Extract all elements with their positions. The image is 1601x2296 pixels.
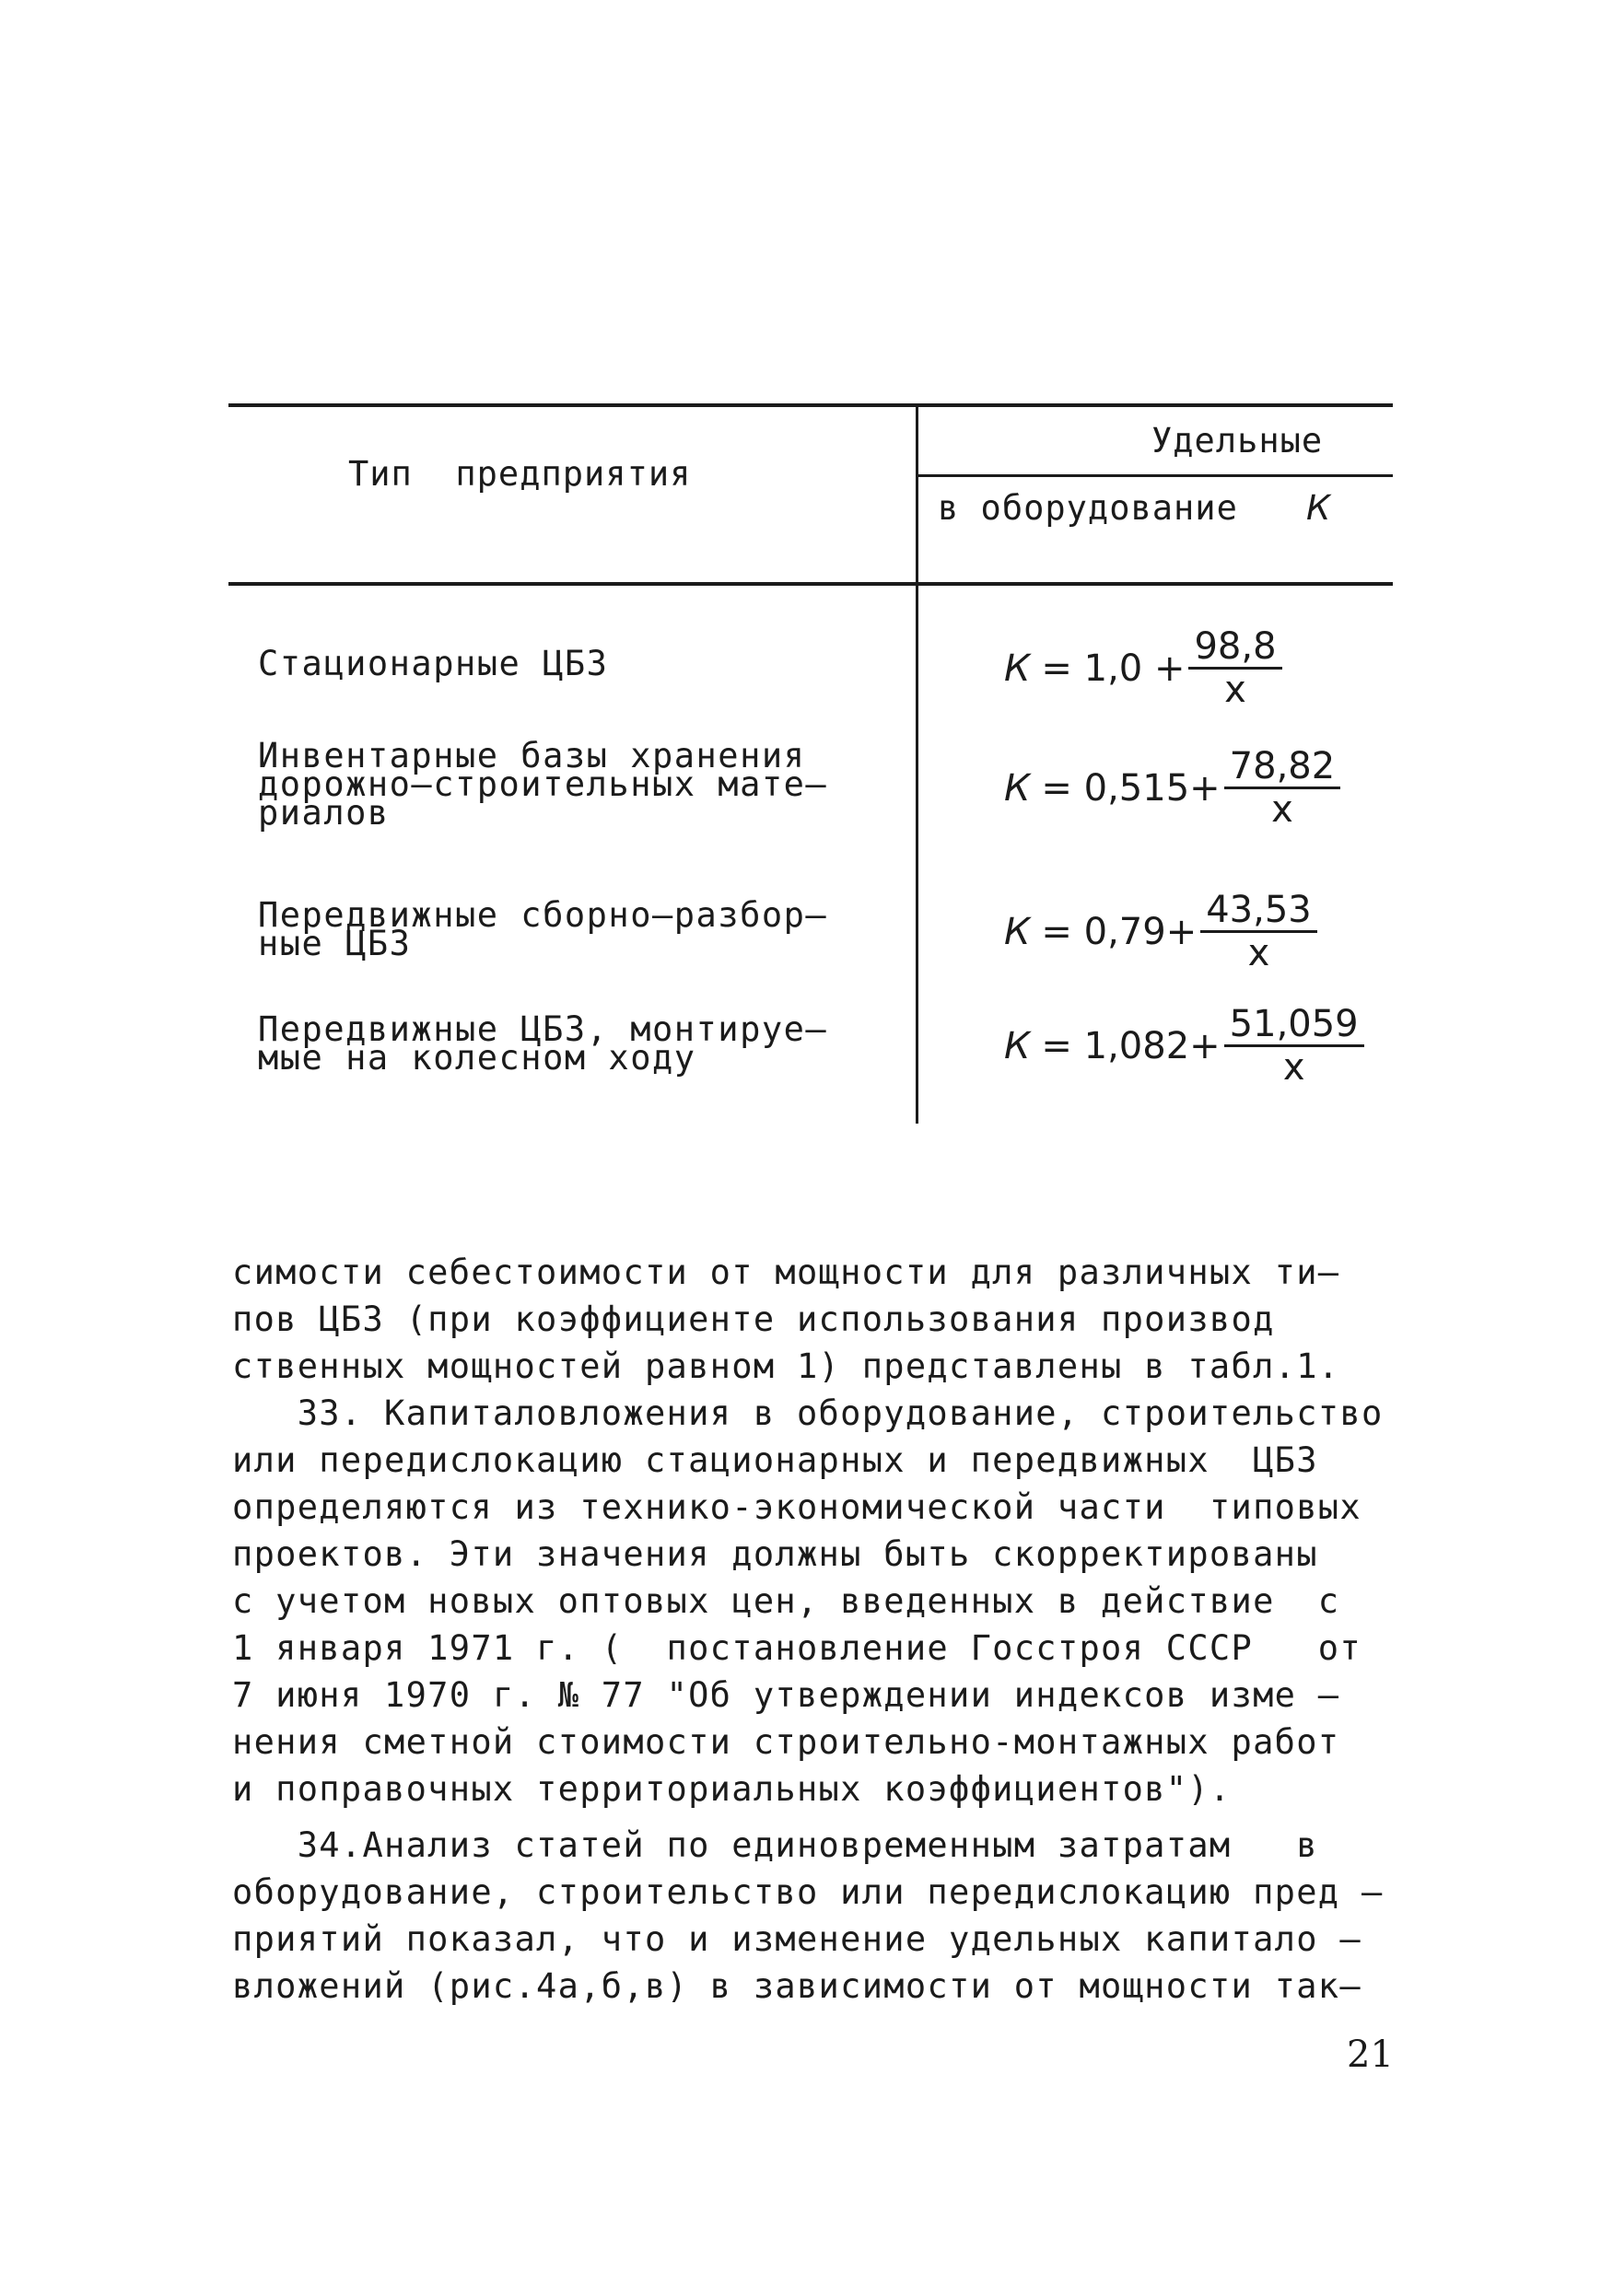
- page-number: 21: [1347, 2034, 1394, 2076]
- text-line: и поправочных территориальных коэффициентов").: [232, 1769, 1232, 1809]
- header-equipment: в оборудование: [938, 488, 1238, 528]
- text-line: приятий показал, что и изменение удельных капитало –: [232, 1919, 1361, 1959]
- row-inventory-formula: [1004, 746, 1340, 830]
- k-symbol: К: [1004, 1024, 1031, 1067]
- text-line: 33. Капиталовложения в оборудование, строительство: [232, 1393, 1384, 1433]
- text-line: с учетом новых оптовых цен, введенных в действие с: [232, 1581, 1340, 1621]
- row-name-line: мые на колесном ходу: [258, 1038, 696, 1078]
- text-line: проектов. Эти значения должны быть скорректированы: [232, 1534, 1318, 1574]
- k-symbol: К: [1004, 910, 1031, 953]
- formula-constant: = 0,515+: [1041, 766, 1221, 810]
- formula-numerator: 98,8: [1188, 626, 1281, 670]
- row-name-line: Передвижные ЦБЗ, монтируе–: [258, 1009, 828, 1049]
- formula-constant: = 1,082+: [1041, 1024, 1221, 1067]
- row-mobile-collapsible-formula: [1004, 890, 1317, 973]
- header-k-symbol: К: [1306, 488, 1332, 528]
- formula-denominator: х: [1282, 1046, 1305, 1089]
- text-line: вложений (рис.4а,б,в) в зависимости от мощности так–: [232, 1966, 1361, 2006]
- text-line: определяются из технико-экономической части типовых: [232, 1487, 1361, 1527]
- formula-fraction: [1200, 890, 1317, 973]
- text-line: оборудование, строительство или передислокацию пред –: [232, 1872, 1384, 1912]
- k-symbol: К: [1004, 766, 1031, 810]
- text-line: нения сметной стоимости строительно-монтажных работ: [232, 1722, 1340, 1762]
- formula-numerator: 43,53: [1200, 890, 1317, 933]
- formula-constant: = 1,0 +: [1041, 647, 1186, 690]
- formula-numerator: 51,059: [1224, 1004, 1364, 1047]
- header-enterprise-type: Тип предприятия: [348, 454, 692, 494]
- formula-denominator: х: [1271, 788, 1293, 831]
- row-name-line: дорожно–строительных мате–: [258, 764, 828, 804]
- row-stationary-formula: [1004, 626, 1282, 710]
- row-name-line: Инвентарные базы хранения: [258, 736, 806, 775]
- text-line: ственных мощностей равном 1) представлены в табл.1.: [232, 1346, 1340, 1386]
- text-line: симости себестоимости от мощности для различных ти–: [232, 1253, 1340, 1292]
- header-specific: Удельные: [1151, 421, 1324, 460]
- formula-numerator: 78,82: [1224, 746, 1341, 789]
- row-stationary-name: [258, 644, 609, 683]
- text-line: 34.Анализ статей по единовременным затратам в: [232, 1825, 1318, 1865]
- text-line: пов ЦБЗ (при коэффициенте использования производ: [232, 1300, 1275, 1339]
- k-symbol: К: [1004, 647, 1031, 690]
- formula-fraction: [1224, 1004, 1364, 1088]
- text-line: 7 июня 1970 г. № 77 "Об утверждении индексов изме –: [232, 1675, 1340, 1715]
- row-mobile-collapsible-name: [258, 895, 828, 963]
- formula-denominator: х: [1224, 669, 1246, 711]
- formula-fraction: [1224, 746, 1341, 830]
- row-name-line: риалов: [258, 793, 390, 833]
- row-mobile-wheeled-formula: [1004, 1004, 1364, 1088]
- body-text: [232, 1249, 1420, 2010]
- text-line: или передислокацию стационарных и передвижных ЦБЗ: [232, 1440, 1318, 1480]
- row-name-line: Стационарные ЦБЗ: [258, 644, 609, 683]
- text-line: 1 января 1971 г. ( постановление Госстроя СССР от: [232, 1628, 1361, 1668]
- row-mobile-wheeled-name: [258, 1009, 828, 1078]
- formula-fraction: [1188, 626, 1281, 710]
- formula-constant: = 0,79+: [1041, 910, 1198, 953]
- table-top-rule: [228, 403, 1393, 407]
- row-name-line: Передвижные сборно–разбор–: [258, 895, 828, 935]
- table-subheader-rule: [917, 474, 1393, 477]
- table-column-divider: [916, 405, 918, 1124]
- row-inventory-name: [258, 736, 828, 833]
- row-name-line: ные ЦБЗ: [258, 924, 412, 963]
- formula-denominator: х: [1247, 932, 1270, 974]
- table-header-rule: [228, 582, 1393, 586]
